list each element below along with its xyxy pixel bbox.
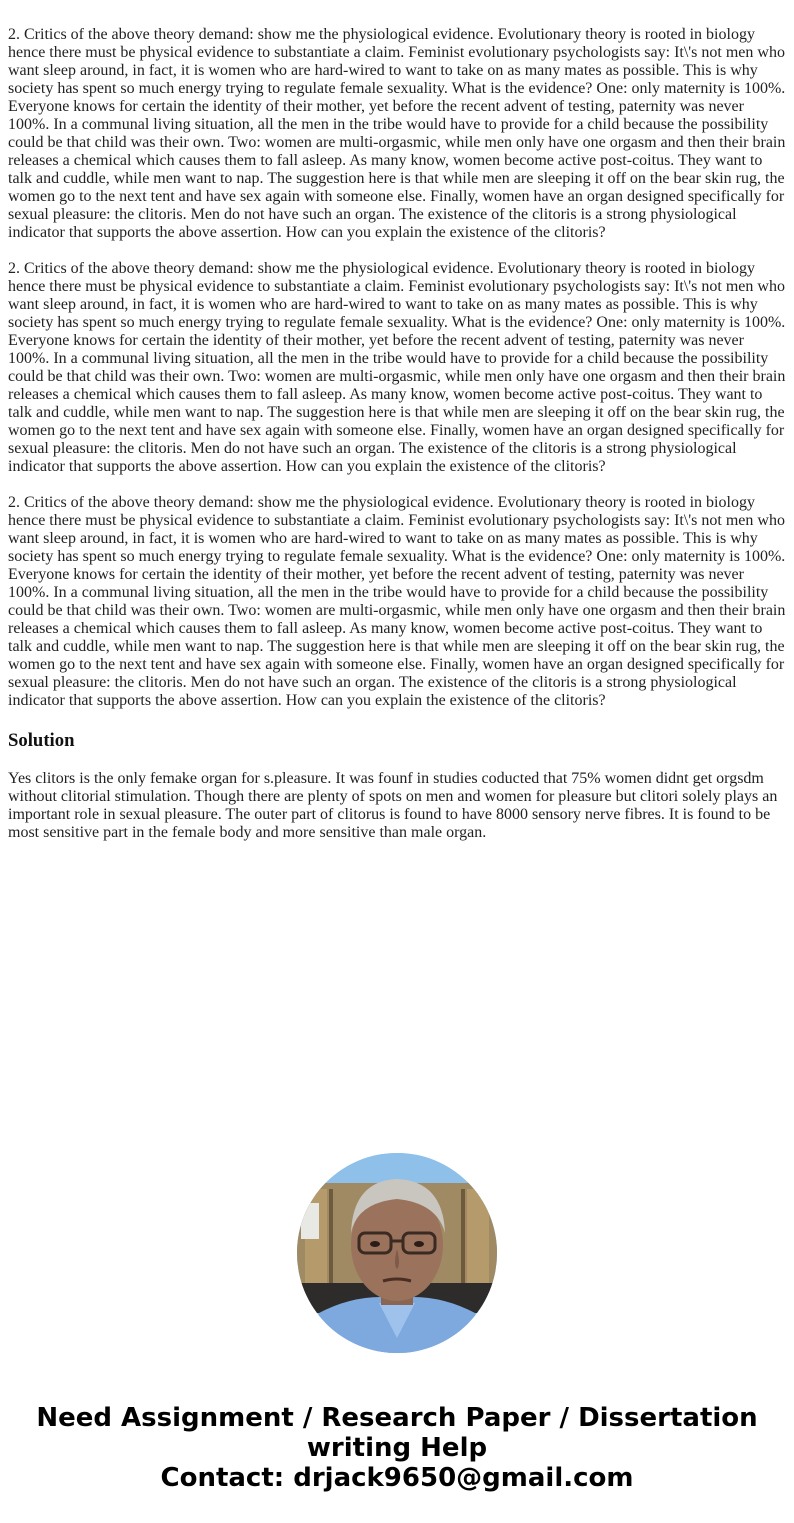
footer-line-1: Need Assignment / Research Paper / Dissertation [36, 1403, 758, 1433]
paragraph-gap [8, 242, 786, 260]
footer-line-2: writing Help [306, 1433, 488, 1463]
contact-footer [0, 1403, 794, 1493]
paragraph-gap [8, 476, 786, 494]
solution-text: Yes clitors is the only femake organ for s.pleasure. It was founf in studies coducted that 75% women didnt get orgsdm without clitorial stimulation. Though there are plenty of spots on men and women for pleasure but clitori solely plays an important role in sexual pleasure. The outer part of clitorus is found to have 8000 sensory nerve fibres. It is found to be most sensitive part in the female body and more sensitive than male organ. [8, 770, 778, 841]
question-paragraph-1: 2. Critics of the above theory demand: show me the physiological evidence. Evolutionary theory is rooted in biology hence there must be physical evidence to substantiate a claim. Feminist evolutionary psychologists say: It\'s not men who want sleep around, in fact, it is women who are hard-wired to want to take on as many mates as possible. This is why society has spent so much energy trying to regulate female sexuality. What is the evidence? One: only maternity is 100%. Everyone knows for certain the identity of their mother, yet before the recent advent of testing, paternity was never 100%. In a communal living situation, all the men in the tribe would have to provide for a child because the possibility could be that child was their own. Two: women are multi-orgasmic, while men only have one orgasm and then their brain releases a chemical which causes them to fall asleep. As many know, women become active post-coitus. They want to talk and cuddle, while men want to nap. The suggestion here is that while men are sleeping it off on the bear skin rug, the women go to the next tent and have sex again with someone else. Finally, women have an organ designed specifically for sexual pleasure: the clitoris. Men do not have such an organ. The existence of the clitoris is a strong physiological indicator that supports the above assertion. How can you explain the existence of the clitoris? [8, 26, 786, 241]
avatar [297, 1153, 497, 1353]
footer-contact-email: Contact: drjack9650@gmail.com [160, 1463, 634, 1493]
question-paragraph-3: 2. Critics of the above theory demand: show me the physiological evidence. Evolutionary theory is rooted in biology hence there must be physical evidence to substantiate a claim. Feminist evolutionary psychologists say: It\'s not men who want sleep around, in fact, it is women who are hard-wired to want to take on as many mates as possible. This is why society has spent so much energy trying to regulate female sexuality. What is the evidence? One: only maternity is 100%. Everyone knows for certain the identity of their mother, yet before the recent advent of testing, paternity was never 100%. In a communal living situation, all the men in the tribe would have to provide for a child because the possibility could be that child was their own. Two: women are multi-orgasmic, while men only have one orgasm and then their brain releases a chemical which causes them to fall asleep. As many know, women become active post-coitus. They want to talk and cuddle, while men want to nap. The suggestion here is that while men are sleeping it off on the bear skin rug, the women go to the next tent and have sex again with someone else. Finally, women have an organ designed specifically for sexual pleasure: the clitoris. Men do not have such an organ. The existence of the clitoris is a strong physiological indicator that supports the above assertion. How can you explain the existence of the clitoris? [8, 494, 786, 709]
solution-heading: Solution [8, 730, 75, 751]
question-paragraph-2: 2. Critics of the above theory demand: show me the physiological evidence. Evolutionary theory is rooted in biology hence there must be physical evidence to substantiate a claim. Feminist evolutionary psychologists say: It\'s not men who want sleep around, in fact, it is women who are hard-wired to want to take on as many mates as possible. This is why society has spent so much energy trying to regulate female sexuality. What is the evidence? One: only maternity is 100%. Everyone knows for certain the identity of their mother, yet before the recent advent of testing, paternity was never 100%. In a communal living situation, all the men in the tribe would have to provide for a child because the possibility could be that child was their own. Two: women are multi-orgasmic, while men only have one orgasm and then their brain releases a chemical which causes them to fall asleep. As many know, women become active post-coitus. They want to talk and cuddle, while men want to nap. The suggestion here is that while men are sleeping it off on the bear skin rug, the women go to the next tent and have sex again with someone else. Finally, women have an organ designed specifically for sexual pleasure: the clitoris. Men do not have such an organ. The existence of the clitoris is a strong physiological indicator that supports the above assertion. How can you explain the existence of the clitoris? [8, 260, 786, 475]
person-photo-icon [297, 1153, 497, 1353]
